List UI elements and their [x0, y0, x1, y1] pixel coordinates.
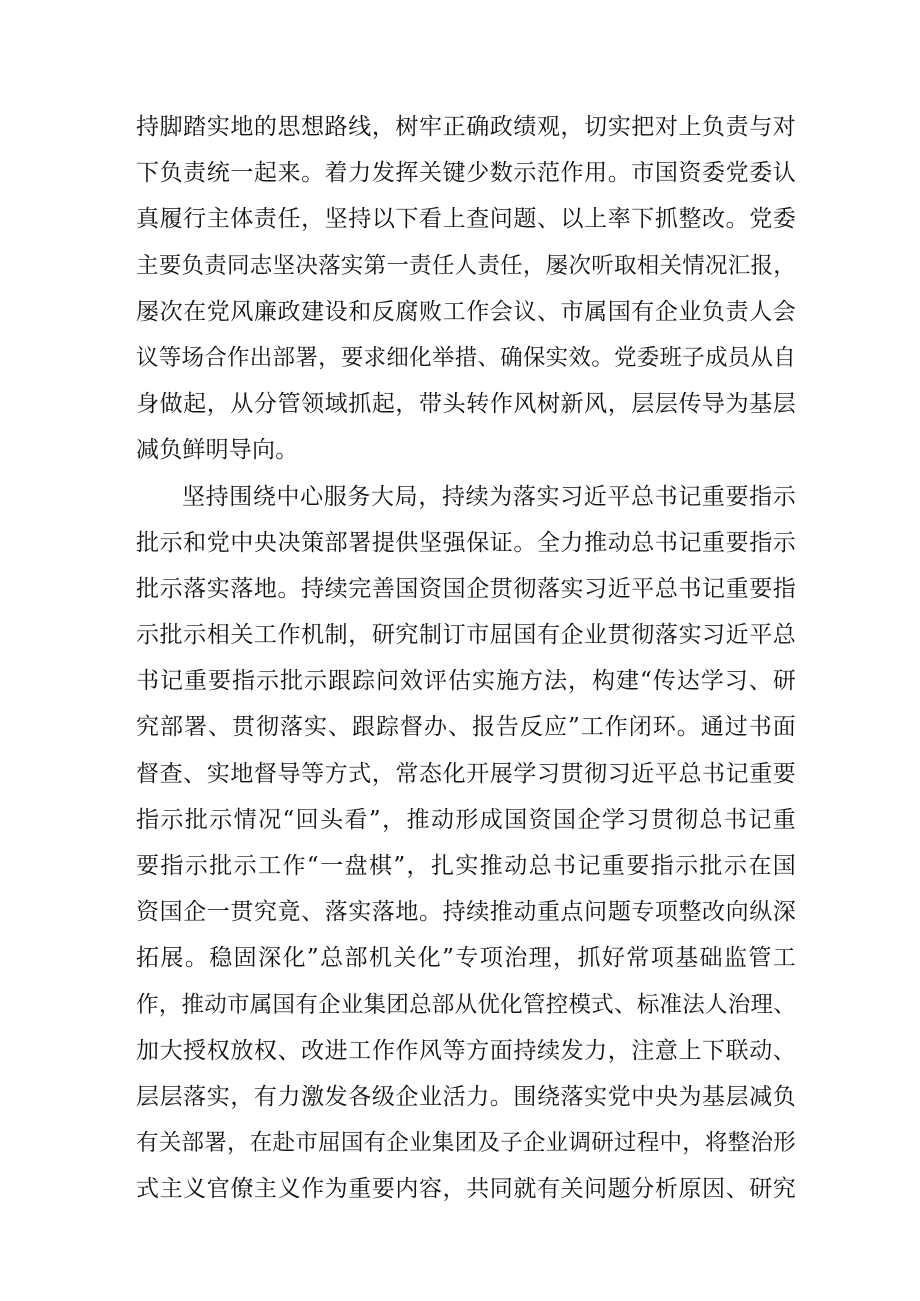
paragraph-line: 书记重要指示批示跟踪问效评估实施方法，构建“传达学习、研 [136, 668, 796, 695]
paragraph-line: 式主义官僚主义作为重要内容，共同就有关问题分析原因、研究 [136, 1176, 796, 1203]
paragraph-line: 议等场合作出部署，要求细化举措、确保实效。党委班子成员从自 [136, 344, 796, 371]
paragraph-line: 拓展。稳固深化”总部机关化”专项治理，抓好常项基础监管工 [136, 945, 796, 972]
document-body [136, 104, 796, 1213]
paragraph-line: 究部署、贯彻落实、跟踪督办、报告反应”工作闭环。通过书面 [136, 714, 796, 741]
paragraph-line: 示批示相关工作机制，研究制订市屈国有企业贯彻落实习近平总 [136, 622, 796, 649]
paragraph-line: 坚持围绕中心服务大局，持续为落实习近平总书记重要指示 [182, 483, 796, 510]
paragraph-line: 屡次在党风廉政建设和反腐败工作会议、市属国有企业负责人会 [136, 298, 796, 325]
paragraph-line: 要指示批示工作“一盘棋”，扎实推动总书记重要指示批示在国 [136, 853, 796, 879]
paragraph-1 [136, 104, 796, 474]
paragraph-line: 批示落实落地。持续完善国资国企贯彻落实习近平总书记重要指 [136, 575, 796, 602]
paragraph-line: 层层落实，有力激发各级企业活力。围绕落实党中央为基层减负 [136, 1083, 796, 1110]
paragraph-line: 作，推动市属国有企业集团总部从优化管控模式、标准法人治理、 [136, 991, 796, 1018]
paragraph-line: 主要负责同志坚决落实第一责任人责任，屡次听取相关情况汇报， [136, 252, 796, 279]
paragraph-line: 减负鲜明导向。 [136, 437, 299, 464]
paragraph-line: 督查、实地督导等方式，常态化开展学习贯彻习近平总书记重要 [136, 760, 796, 787]
paragraph-line: 真履行主体责任，坚持以下看上查问题、以上率下抓整改。党委 [136, 206, 796, 233]
paragraph-line: 身做起，从分管领域抓起，带头转作风树新风，层层传导为基层 [136, 391, 796, 418]
paragraph-line: 指示批示情况“回头看”，推动形成国资国企学习贯彻总书记重 [136, 806, 796, 833]
paragraph-line: 持脚踏实地的思想路线，树牢正确政绩观，切实把对上负责与对 [136, 114, 796, 140]
paragraph-line: 加大授权放权、改进工作作风等方面持续发力，注意上下联动、 [136, 1037, 796, 1064]
paragraph-line: 下负责统一起来。着力发挥关键少数示范作用。市国资委党委认 [136, 160, 796, 187]
paragraph-line: 资国企一贯究竟、落实落地。持续推动重点问题专项整改向纵深 [136, 899, 796, 926]
paragraph-2 [136, 474, 796, 1213]
paragraph-line: 批示和党中央决策部署提供坚强保证。全力推动总书记重要指示 [136, 529, 796, 556]
paragraph-line: 有关部署，在赴市屈国有企业集团及子企业调研过程中，将整治形 [136, 1130, 796, 1157]
